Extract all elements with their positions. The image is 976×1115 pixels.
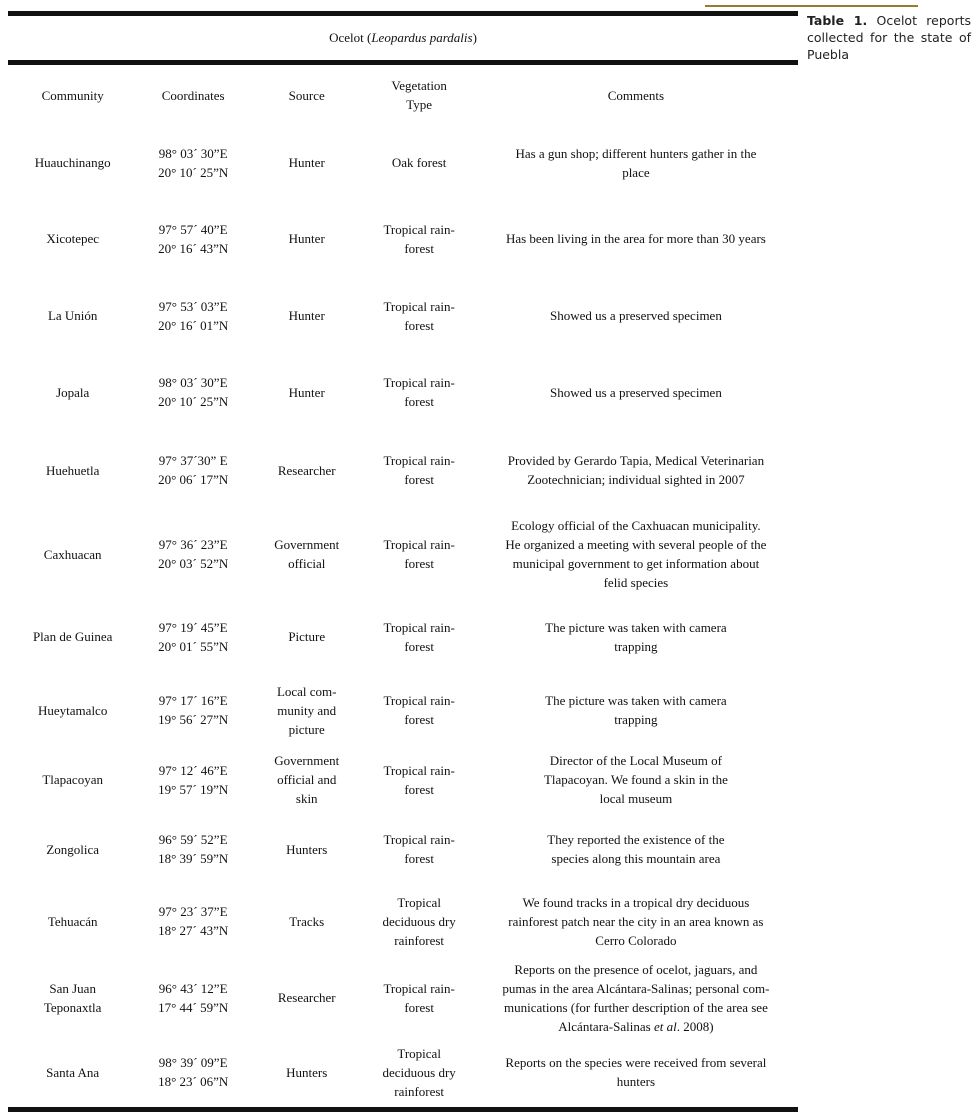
source-cell bbox=[249, 430, 365, 510]
source-cell bbox=[249, 745, 365, 814]
vegetation-cell-text: Tropical rain- forest bbox=[383, 298, 455, 333]
vegetation-cell bbox=[364, 510, 473, 598]
comments-cell-text: Ecology official of the Caxhuacan municipality. He organized a meeting with several people of the municipal government to get information about felid species bbox=[505, 518, 767, 590]
source-cell-text: Picture bbox=[288, 629, 326, 644]
comments-cell-text: Has a gun shop; different hunters gather in the place bbox=[515, 145, 757, 180]
coordinates-cell-text: 98° 39´ 09”E 18° 23´ 06”N bbox=[158, 1055, 229, 1089]
coordinates-cell bbox=[137, 814, 249, 884]
comments-cell-text: We found tracks in a tropical dry deciduous rainforest patch near the city in an area known as Cerro Colorado bbox=[508, 894, 764, 948]
species-latin: Leopardus pardalis bbox=[371, 30, 473, 45]
coordinates-cell bbox=[137, 1037, 249, 1107]
coordinates-cell bbox=[137, 510, 249, 598]
source-cell-text: Researcher bbox=[277, 462, 336, 478]
coordinates-cell bbox=[137, 200, 249, 277]
community-cell bbox=[8, 598, 137, 675]
table-row bbox=[8, 745, 798, 814]
coordinates-cell bbox=[137, 354, 249, 430]
comments-cell bbox=[474, 430, 798, 510]
comments-cell bbox=[474, 884, 798, 958]
comments-cell bbox=[474, 814, 798, 884]
table-caption bbox=[807, 12, 971, 63]
vegetation-cell-text: Tropical rain- forest bbox=[383, 619, 455, 654]
comments-cell-text: They reported the existence of the species along this mountain area bbox=[547, 832, 725, 866]
comments-cell bbox=[474, 510, 798, 598]
source-cell bbox=[249, 510, 365, 598]
header-row bbox=[8, 65, 798, 125]
vegetation-cell-text: Oak forest bbox=[391, 155, 447, 170]
source-cell bbox=[249, 884, 365, 958]
table-row bbox=[8, 430, 798, 510]
source-cell-text: Hunter bbox=[288, 384, 325, 400]
comments-italic: et al bbox=[653, 1018, 677, 1034]
source-cell bbox=[249, 277, 365, 354]
coordinates-cell-text: 96° 59´ 52”E 18° 39´ 59”N bbox=[158, 832, 229, 866]
coordinates-cell-text: 97° 12´ 46”E 19° 57´ 19”N bbox=[158, 762, 229, 797]
coordinates-cell-text: 97° 36´ 23”E 20° 03´ 52”N bbox=[158, 537, 229, 571]
comments-cell-text: Reports on the species were received from several hunters bbox=[505, 1055, 767, 1089]
community-cell bbox=[8, 510, 137, 598]
comments-cell-text: Has been living in the area for more than 30 years bbox=[505, 231, 766, 246]
source-cell-text: Hunters bbox=[286, 1064, 328, 1080]
community-cell bbox=[8, 200, 137, 277]
comments-cell-text: Showed us a preserved specimen bbox=[549, 384, 722, 400]
community-cell-text: Jopala bbox=[56, 384, 90, 400]
header-comments: Comments bbox=[607, 87, 665, 103]
table-row bbox=[8, 200, 798, 277]
community-cell-text: Huauchinango bbox=[34, 155, 111, 170]
coordinates-cell-text: 97° 53´ 03”E 20° 16´ 01”N bbox=[158, 298, 229, 333]
caption-text: Ocelot reports collected for the state of Puebla bbox=[807, 13, 971, 62]
table-row bbox=[8, 598, 798, 675]
species-common: Ocelot ( bbox=[329, 30, 372, 45]
vegetation-cell-text: Tropical rain- forest bbox=[383, 537, 455, 571]
vegetation-cell-text: Tropical rain- forest bbox=[383, 980, 455, 1015]
vegetation-cell-text: Tropical rain- forest bbox=[383, 693, 455, 727]
coordinates-cell-text: 97° 37´30” E 20° 06´ 17”N bbox=[158, 453, 229, 487]
vegetation-cell bbox=[364, 884, 473, 958]
vegetation-cell-text: Tropical rain- forest bbox=[383, 375, 455, 409]
vegetation-cell bbox=[364, 675, 473, 745]
vegetation-cell-text: Tropical rain- forest bbox=[383, 762, 455, 797]
community-cell bbox=[8, 430, 137, 510]
table-row bbox=[8, 814, 798, 884]
community-cell bbox=[8, 354, 137, 430]
source-cell-text: Hunters bbox=[286, 841, 328, 857]
coordinates-cell-text: 98° 03´ 30”E 20° 10´ 25”N bbox=[158, 375, 229, 409]
coordinates-cell-text: 98° 03´ 30”E 20° 10´ 25”N bbox=[158, 145, 229, 180]
source-cell bbox=[249, 354, 365, 430]
vegetation-cell bbox=[364, 200, 473, 277]
coordinates-cell-text: 97° 57´ 40”E 20° 16´ 43”N bbox=[158, 221, 229, 256]
comments-cell-text: Reports on the presence of ocelot, jaguars, and pumas in the area Alcántara-Salinas; personal com- munications (for further description of the area see Alcántara-Salinas bbox=[502, 961, 770, 1034]
comments-cell bbox=[474, 200, 798, 277]
community-cell-text: Huehuetla bbox=[45, 462, 100, 478]
header-vegetation: Vegetation Type bbox=[391, 78, 447, 112]
accent-rule bbox=[705, 5, 918, 7]
community-cell-text: Xicotepec bbox=[46, 231, 100, 246]
coordinates-cell bbox=[137, 675, 249, 745]
header-coordinates: Coordinates bbox=[161, 87, 225, 103]
coordinates-cell bbox=[137, 598, 249, 675]
table-row bbox=[8, 1037, 798, 1107]
table-row bbox=[8, 675, 798, 745]
source-cell-text: Government official bbox=[274, 537, 340, 571]
bottom-rule bbox=[8, 1107, 798, 1112]
coordinates-cell-text: 96° 43´ 12”E 17° 44´ 59”N bbox=[158, 980, 229, 1015]
comments-cell-text: The picture was taken with camera trapping bbox=[545, 693, 727, 727]
comments-post: . 2008) bbox=[676, 1018, 714, 1034]
coordinates-cell-text: 97° 17´ 16”E 19° 56´ 27”N bbox=[158, 693, 229, 727]
table-row bbox=[8, 125, 798, 200]
comments-cell bbox=[474, 745, 798, 814]
caption-label: Table 1. bbox=[807, 13, 868, 28]
table-row bbox=[8, 958, 798, 1037]
table-row bbox=[8, 354, 798, 430]
coordinates-cell bbox=[137, 277, 249, 354]
vegetation-cell-text: Tropical rain- forest bbox=[383, 453, 455, 487]
coordinates-cell bbox=[137, 958, 249, 1037]
comments-cell bbox=[474, 675, 798, 745]
community-cell-text: Tehuacán bbox=[47, 913, 98, 929]
comments-cell bbox=[474, 1037, 798, 1107]
vegetation-cell bbox=[364, 745, 473, 814]
community-cell bbox=[8, 125, 137, 200]
vegetation-cell bbox=[364, 125, 473, 200]
vegetation-cell-text: Tropical deciduous dry rainforest bbox=[382, 894, 456, 948]
community-cell-text: San Juan Teponaxtla bbox=[43, 980, 102, 1015]
vegetation-cell bbox=[364, 430, 473, 510]
vegetation-cell-text: Tropical rain- forest bbox=[383, 221, 455, 256]
vegetation-cell bbox=[364, 598, 473, 675]
community-cell-text: Santa Ana bbox=[46, 1064, 100, 1080]
table-row bbox=[8, 510, 798, 598]
vegetation-cell bbox=[364, 277, 473, 354]
table-row bbox=[8, 277, 798, 354]
comments-cell bbox=[474, 125, 798, 200]
comments-cell-text: The picture was taken with camera trapping bbox=[545, 619, 727, 654]
coordinates-cell bbox=[137, 884, 249, 958]
source-cell-text: Hunter bbox=[288, 231, 325, 246]
community-cell-text: Zongolica bbox=[46, 841, 100, 857]
vegetation-cell bbox=[364, 354, 473, 430]
coordinates-cell bbox=[137, 125, 249, 200]
source-cell-text: Hunter bbox=[288, 155, 325, 170]
source-cell bbox=[249, 958, 365, 1037]
vegetation-cell-text: Tropical rain- forest bbox=[383, 832, 455, 866]
header-community: Community bbox=[41, 87, 104, 103]
comments-cell-text: Director of the Local Museum of Tlapacoyan. We found a skin in the local museum bbox=[543, 753, 728, 806]
community-cell-text: Caxhuacan bbox=[43, 546, 102, 562]
header-source: Source bbox=[288, 87, 325, 103]
coordinates-cell bbox=[137, 430, 249, 510]
community-cell bbox=[8, 884, 137, 958]
community-cell bbox=[8, 814, 137, 884]
source-cell bbox=[249, 675, 365, 745]
source-cell bbox=[249, 1037, 365, 1107]
community-cell bbox=[8, 745, 137, 814]
source-cell bbox=[249, 200, 365, 277]
comments-cell-text: Showed us a preserved specimen bbox=[549, 308, 722, 323]
community-cell bbox=[8, 958, 137, 1037]
comments-cell bbox=[474, 598, 798, 675]
source-cell bbox=[249, 598, 365, 675]
source-cell-text: Government official and skin bbox=[274, 753, 340, 806]
community-cell bbox=[8, 675, 137, 745]
coordinates-cell-text: 97° 19´ 45”E 20° 01´ 55”N bbox=[158, 619, 229, 654]
vegetation-cell bbox=[364, 814, 473, 884]
source-cell-text: Local com- munity and picture bbox=[276, 683, 337, 737]
source-cell bbox=[249, 125, 365, 200]
vegetation-cell bbox=[364, 958, 473, 1037]
comments-cell bbox=[474, 277, 798, 354]
community-cell-text: La Unión bbox=[47, 308, 98, 323]
species-close: ) bbox=[472, 30, 477, 45]
source-cell-text: Tracks bbox=[289, 913, 325, 929]
vegetation-cell bbox=[364, 1037, 473, 1107]
species-title bbox=[8, 16, 798, 60]
comments-cell bbox=[474, 354, 798, 430]
source-cell-text: Hunter bbox=[288, 308, 325, 323]
source-cell bbox=[249, 814, 365, 884]
community-cell-text: Plan de Guinea bbox=[32, 629, 113, 644]
community-cell-text: Tlapacoyan bbox=[42, 772, 103, 787]
vegetation-cell-text: Tropical deciduous dry rainforest bbox=[382, 1045, 456, 1099]
coordinates-cell-text: 97° 23´ 37”E 18° 27´ 43”N bbox=[158, 904, 229, 938]
community-cell-text: Hueytamalco bbox=[38, 702, 108, 718]
community-cell bbox=[8, 1037, 137, 1107]
ocelot-reports-table bbox=[8, 65, 798, 1107]
table-row bbox=[8, 884, 798, 958]
coordinates-cell bbox=[137, 745, 249, 814]
community-cell bbox=[8, 277, 137, 354]
comments-cell-text: Provided by Gerardo Tapia, Medical Veterinarian Zootechnician; individual sighted in 2007 bbox=[507, 453, 765, 487]
source-cell-text: Researcher bbox=[277, 990, 336, 1005]
comments-cell bbox=[474, 958, 798, 1037]
